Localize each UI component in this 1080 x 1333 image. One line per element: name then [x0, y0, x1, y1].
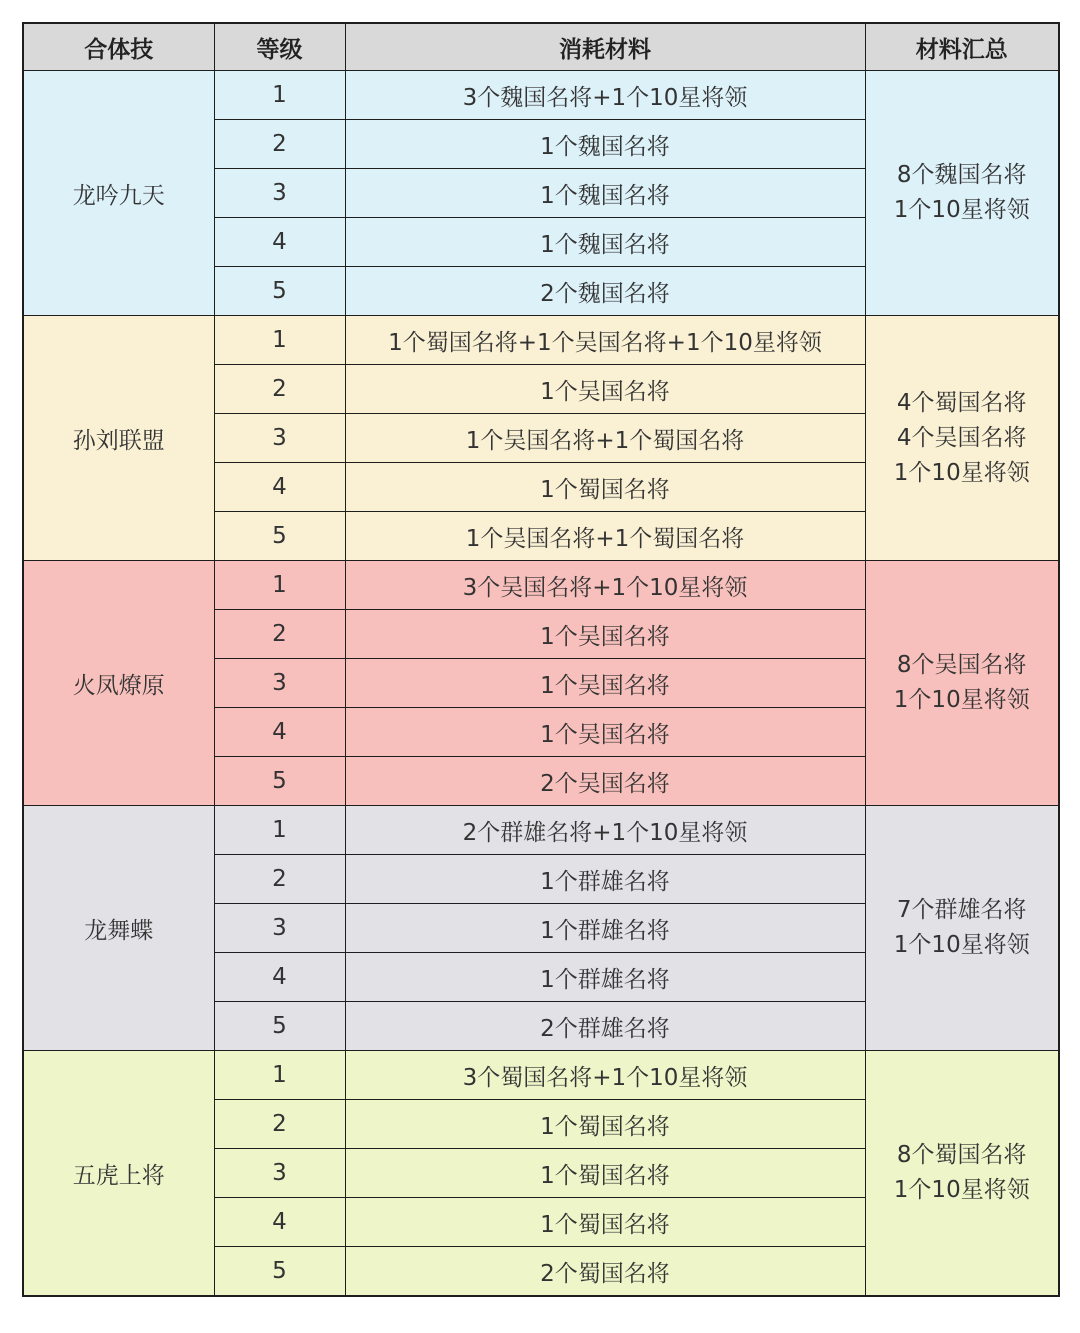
materials-cell: 1个吴国名将 [345, 610, 865, 659]
combo-skill-material-table [22, 22, 1060, 1297]
summary-line: 1个10星将领 [893, 197, 1030, 223]
materials-cell: 1个群雄名将 [345, 953, 865, 1002]
summary-cell [865, 561, 1059, 806]
materials-cell: 1个蜀国名将 [345, 1149, 865, 1198]
level-cell: 4 [214, 218, 345, 267]
materials-cell: 1个群雄名将 [345, 855, 865, 904]
level-cell: 1 [214, 316, 345, 365]
level-cell: 5 [214, 757, 345, 806]
level-cell: 3 [214, 904, 345, 953]
materials-cell: 1个吴国名将+1个蜀国名将 [345, 414, 865, 463]
level-cell: 2 [214, 1100, 345, 1149]
level-cell: 1 [214, 806, 345, 855]
materials-cell: 2个魏国名将 [345, 267, 865, 316]
header-summary: 材料汇总 [865, 23, 1059, 71]
materials-cell: 2个群雄名将 [345, 1002, 865, 1051]
summary-line: 4个吴国名将 [896, 424, 1027, 451]
summary-cell [865, 806, 1059, 1051]
summary-line: 8个魏国名将 [896, 162, 1027, 188]
table-row [23, 1051, 1059, 1100]
summary-cell [865, 316, 1059, 561]
materials-cell: 2个蜀国名将 [345, 1247, 865, 1297]
materials-cell: 1个蜀国名将 [345, 463, 865, 512]
materials-cell: 1个魏国名将 [345, 169, 865, 218]
materials-cell: 2个群雄名将+1个10星将领 [345, 806, 865, 855]
summary-cell [865, 1051, 1059, 1297]
skill-name-cell: 五虎上将 [23, 1051, 214, 1297]
level-cell: 2 [214, 610, 345, 659]
materials-cell: 1个蜀国名将+1个吴国名将+1个10星将领 [345, 316, 865, 365]
materials-cell: 1个吴国名将+1个蜀国名将 [345, 512, 865, 561]
summary-line: 4个蜀国名将 [896, 389, 1027, 416]
level-cell: 4 [214, 953, 345, 1002]
materials-cell: 1个群雄名将 [345, 904, 865, 953]
level-cell: 2 [214, 120, 345, 169]
level-cell: 3 [214, 659, 345, 708]
level-cell: 1 [214, 1051, 345, 1100]
level-cell: 1 [214, 71, 345, 120]
level-cell: 4 [214, 1198, 345, 1247]
level-cell: 3 [214, 169, 345, 218]
summary-line: 1个10星将领 [893, 459, 1030, 486]
summary-cell [865, 71, 1059, 316]
summary-line: 8个蜀国名将 [896, 1142, 1027, 1168]
level-cell: 4 [214, 708, 345, 757]
level-cell: 5 [214, 267, 345, 316]
materials-cell: 1个吴国名将 [345, 365, 865, 414]
summary-line: 7个群雄名将 [896, 897, 1027, 923]
skill-name-cell: 孙刘联盟 [23, 316, 214, 561]
table-row [23, 316, 1059, 365]
materials-cell: 1个魏国名将 [345, 120, 865, 169]
materials-cell: 3个吴国名将+1个10星将领 [345, 561, 865, 610]
header-skill: 合体技 [23, 23, 214, 71]
level-cell: 5 [214, 1002, 345, 1051]
materials-cell: 3个蜀国名将+1个10星将领 [345, 1051, 865, 1100]
level-cell: 5 [214, 512, 345, 561]
summary-line: 1个10星将领 [893, 687, 1030, 713]
table-header-row [23, 23, 1059, 71]
materials-cell: 2个吴国名将 [345, 757, 865, 806]
header-level: 等级 [214, 23, 345, 71]
materials-cell: 1个吴国名将 [345, 708, 865, 757]
level-cell: 4 [214, 463, 345, 512]
level-cell: 3 [214, 414, 345, 463]
header-materials: 消耗材料 [345, 23, 865, 71]
table-row [23, 561, 1059, 610]
table-row [23, 71, 1059, 120]
skill-name-cell: 火凤燎原 [23, 561, 214, 806]
table-row [23, 806, 1059, 855]
materials-cell: 1个蜀国名将 [345, 1100, 865, 1149]
level-cell: 2 [214, 365, 345, 414]
summary-line: 1个10星将领 [893, 1177, 1030, 1203]
materials-cell: 1个蜀国名将 [345, 1198, 865, 1247]
level-cell: 5 [214, 1247, 345, 1297]
level-cell: 1 [214, 561, 345, 610]
materials-cell: 1个魏国名将 [345, 218, 865, 267]
level-cell: 3 [214, 1149, 345, 1198]
level-cell: 2 [214, 855, 345, 904]
skill-name-cell: 龙舞蝶 [23, 806, 214, 1051]
materials-cell: 3个魏国名将+1个10星将领 [345, 71, 865, 120]
summary-line: 8个吴国名将 [896, 652, 1027, 678]
summary-line: 1个10星将领 [893, 932, 1030, 958]
skill-name-cell: 龙吟九天 [23, 71, 214, 316]
materials-cell: 1个吴国名将 [345, 659, 865, 708]
